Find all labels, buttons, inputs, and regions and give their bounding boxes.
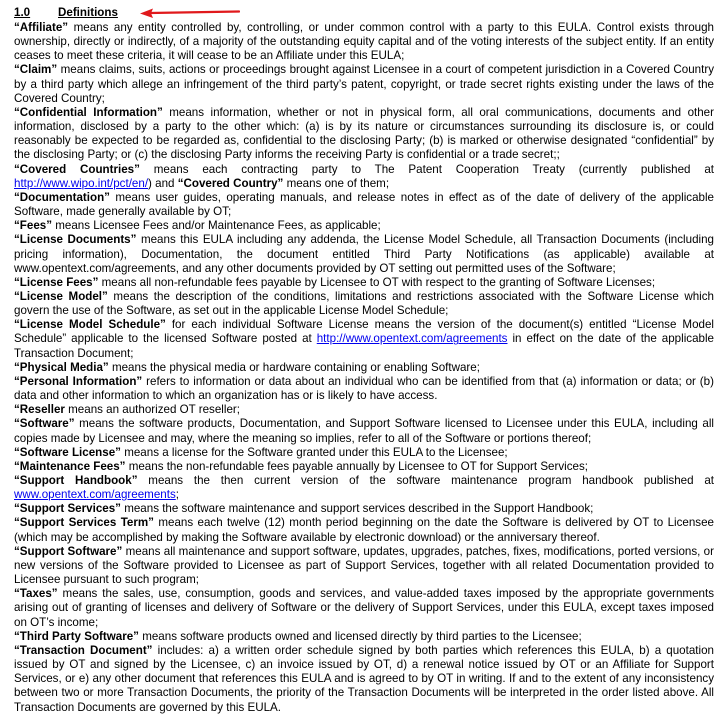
definition-text: means any entity controlled by, controlling, or under common control with a party to this EULA. Control exists through ownership, directly or indirectly, of a majority of the outstanding equity capital and of the voting interests of the subject entity. If an entity ceases to meet these criteria, it will cease to be an Affiliate under this EULA; [14, 21, 714, 63]
definition-text: means user guides, operating manuals, and release notes in effect as of the date of delivery of the applicable Software, made generally available by OT; [14, 190, 714, 219]
defined-term: “Support Services” [14, 502, 121, 516]
defined-term: “Taxes” [14, 587, 58, 601]
definition-text: means the physical media or hardware containing or enabling Software; [108, 360, 480, 374]
definition-entry [14, 219, 714, 233]
definition-text: means each contracting party to The Patent Cooperation Treaty (currently published at [139, 162, 714, 176]
red-arrow-annotation [140, 7, 240, 19]
definition-entry [14, 474, 714, 502]
definition-text: includes: a) a written order schedule signed by both parties which references this EULA, b) a quotation issued by OT and signed by the Licensee, c) an invoice issued by OT, d) a renewal notice issued by OT or an Affiliate for Support Services, or e) any other document that references this EULA and is agreed to by OT in writing. If and to the extent of any inconsistency between two or more Transaction Documents, the priority of the Transaction Documents will be interpreted in the order listed above. All Transaction Documents are governed by this EULA. [14, 643, 714, 714]
definitions-document [14, 6, 714, 715]
definition-entry [14, 106, 714, 163]
section-number: 1.0 [14, 6, 31, 19]
definition-text: means one of them; [283, 176, 390, 190]
definition-entry [14, 21, 714, 63]
defined-term: “Support Software” [14, 544, 123, 558]
defined-term: “Fees” [14, 219, 53, 233]
definition-link[interactable]: http://www.opentext.com/agreements [316, 332, 508, 346]
definition-text: means all non-refundable fees payable by Licensee to OT with respect to the granting of Software Licenses; [98, 275, 656, 289]
definition-text: means the description of the conditions, limitations and restrictions associated with the Software License which govern the use of the Software, as set out in the applicable License Model Schedule; [14, 289, 715, 318]
definition-entry [14, 545, 714, 587]
definition-entry [14, 446, 714, 460]
definition-entry [14, 276, 714, 290]
defined-term: “License Fees” [14, 275, 99, 289]
defined-term: “Claim” [14, 63, 58, 77]
definition-text: means all maintenance and support software, updates, upgrades, patches, fixes, modifications, ported versions, or new versions of the Software provided to Licensee as part of Support Services, together with all related Documentation provided to Licensee pursuant to such program; [14, 544, 714, 587]
section-heading [14, 6, 714, 21]
definition-text: refers to information or data about an individual who can be identified from that (a) information or data; or (b) data and other information to which an organization has or is likely to have access. [14, 374, 714, 403]
definition-entry [14, 375, 714, 403]
definition-text: means Licensee Fees and/or Maintenance Fees, as applicable; [52, 219, 381, 233]
definition-entry [14, 644, 714, 715]
defined-term: “Transaction Document” [14, 643, 153, 657]
definition-text: means the software maintenance and support services described in the Support Handbook; [120, 502, 594, 516]
definition-text: for each individual Software License means the version of the document(s) entitled “License Model Schedule” applicable to the licensed Software posted at [14, 318, 714, 346]
definition-entry [14, 516, 714, 544]
defined-term: “License Documents” [14, 233, 137, 247]
definition-text: means the then current version of the software maintenance program handbook published at [137, 474, 714, 487]
definition-entry [14, 502, 714, 516]
definition-entry [14, 417, 714, 445]
definition-entry [14, 233, 714, 275]
defined-term: “Physical Media” [14, 360, 109, 374]
definition-text: means a license for the Software granted under this EULA to the Licensee; [120, 445, 508, 459]
definition-entry [14, 361, 714, 375]
definition-entry [14, 191, 714, 219]
definition-text: means the sales, use, consumption, goods and services, and value-added taxes imposed by the appropriate governments arising out of granting of licenses and delivery of Software or the delivery of Support Services, under this EULA, except taxes imposed on OT’s income; [14, 587, 714, 629]
definition-text: means each twelve (12) month period beginning on the date the Software is delivered by OT to Licensee (which may be accomplished by making the Software available by electronic download) or the anniversary thereof. [14, 516, 714, 544]
definition-entry [14, 290, 714, 318]
defined-term: “Affiliate” [14, 21, 69, 34]
defined-term: “Covered Country” [177, 176, 284, 190]
definition-text: means an authorized OT reseller; [64, 403, 240, 417]
definition-entry [14, 403, 714, 417]
section-title: Definitions [58, 6, 118, 19]
definition-text: means the non-refundable fees payable annually by Licensee to OT for Support Services; [125, 459, 588, 473]
definition-link[interactable]: www.opentext.com/agreements [14, 488, 176, 502]
definition-text: means software products owned and licensed directly by third parties to the Licensee; [138, 629, 582, 643]
definition-entry [14, 163, 714, 191]
definition-entry [14, 460, 714, 474]
defined-term: “Personal Information” [14, 374, 143, 388]
definition-text: means the software products, Documentation, and Support Software licensed to Licensee under this EULA, including all copies made by Licensee and may, where the meaning so implies, refer to all of the Software or portions thereof; [14, 417, 714, 445]
definition-text: means this EULA including any addenda, the License Model Schedule, all Transaction Documents (including pricing information), Documentation, the document entitled Third Party Notifications (as applicable) available at www.opentext.com/agreements, and any other documents provided by OT setting out permitted uses of the Software; [14, 233, 714, 275]
defined-term: “Confidential Information” [14, 105, 163, 119]
defined-term: “Support Handbook” [14, 474, 138, 487]
definition-text: means claims, suits, actions or proceedings brought against Licensee in a court of competent jurisdiction in a Covered Country by a third party which allege an infringement of the third party’s patent, copyright, or trade secret rights existing under the laws of the Covered Country; [14, 63, 714, 105]
defined-term: “Third Party Software” [14, 629, 139, 643]
definition-entry [14, 630, 714, 644]
definition-text: in effect on the date of the applicable Transaction Document; [14, 332, 714, 360]
definition-text: ) and [148, 176, 178, 190]
defined-term: “License Model Schedule” [14, 318, 166, 332]
definition-entry [14, 587, 714, 629]
defined-term: “License Model” [14, 289, 108, 303]
defined-term: “Software License” [14, 445, 121, 459]
defined-term: “Support Services Term” [14, 516, 154, 530]
defined-term: “Covered Countries” [14, 162, 140, 176]
definition-text: means information, whether or not in physical form, all oral communications, documents and other information, disclosed by a party to the other which: (a) is by its nature or circumstances surrounding its disclosure is, or could reasonably be expected to be regarded as, confidential to the disclosing Party; (b) is marked or otherwise designated “confidential” by the disclosing Party; or (c) the disclosing Party informs the receiving Party is confidential or a trade secret;; [14, 105, 714, 162]
defined-term: “Maintenance Fees” [14, 459, 126, 473]
defined-term: “Documentation” [14, 190, 110, 204]
definition-link[interactable]: http://www.wipo.int/pct/en/ [14, 176, 149, 190]
defined-term: “Reseller [14, 403, 65, 417]
definition-text: ; [175, 488, 179, 502]
definition-entry [14, 63, 714, 105]
definition-entry [14, 318, 714, 360]
defined-term: “Software” [14, 417, 75, 431]
definitions-list [14, 21, 714, 715]
